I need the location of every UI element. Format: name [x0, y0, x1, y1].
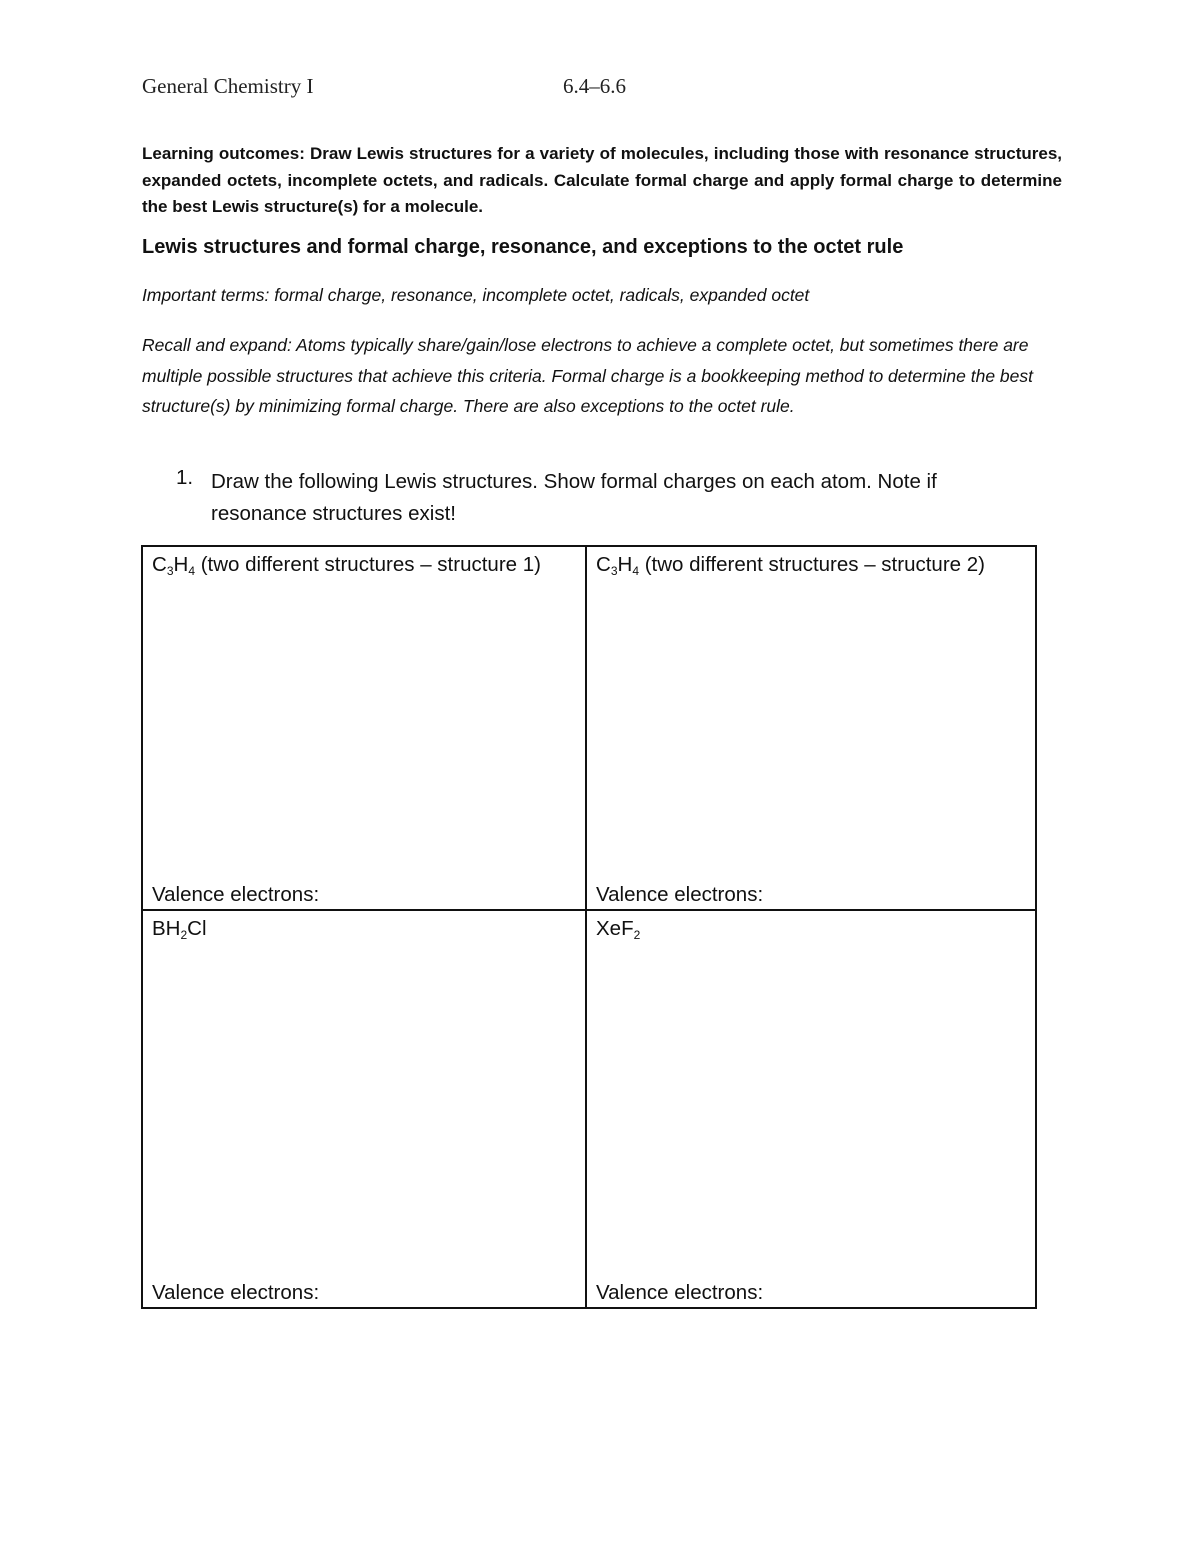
valence-electrons-label: Valence electrons: [596, 1281, 764, 1304]
formula-part: C [152, 553, 167, 576]
cell-note: (two different structures – structure 1) [195, 553, 541, 576]
valence-electrons-label: Valence electrons: [152, 1281, 320, 1304]
formula-part: C [596, 553, 611, 576]
important-terms: Important terms: formal charge, resonance, incomplete octet, radicals, expanded octet [142, 285, 810, 305]
formula-part: BH [152, 917, 181, 940]
section-title: Lewis structures and formal charge, resonance, and exceptions to the octet rule [142, 236, 904, 258]
valence-electrons-label: Valence electrons: [152, 883, 320, 906]
recall-and-expand: Recall and expand: Atoms typically share/gain/lose electrons to achieve a complete octet, but sometimes there are multiple possible structures that achieve this criteria. Formal charge is a bookkeeping method to determine the best structure(s) by minimizing formal charge. There are also exceptions to the octet rule. [142, 335, 1034, 416]
lewis-structure-table [141, 545, 1037, 1309]
formula-subscript: 4 [188, 564, 195, 578]
formula-subscript: 3 [610, 564, 618, 578]
formula-subscript: 4 [632, 564, 639, 578]
answer-cell-xef2[interactable] [587, 911, 1035, 1307]
formula-part: H [173, 553, 189, 576]
cell-label [152, 553, 541, 577]
answer-cell-c3h4-structure-2[interactable] [587, 547, 1035, 911]
question-number: 1. [176, 466, 194, 489]
course-title: General Chemistry I [142, 74, 314, 98]
section-range: 6.4–6.6 [563, 74, 626, 98]
formula-part: XeF [596, 917, 634, 940]
formula-subscript: 3 [166, 564, 174, 578]
formula-subscript: 2 [633, 928, 641, 942]
answer-cell-c3h4-structure-1[interactable] [143, 547, 587, 911]
question-text: Draw the following Lewis structures. Show formal charges on each atom. Note if resonance structures exist! [211, 470, 937, 525]
cell-label [152, 917, 207, 941]
cell-label [596, 553, 985, 577]
formula-subscript: 2 [180, 928, 188, 942]
valence-electrons-label: Valence electrons: [596, 883, 764, 906]
cell-label [596, 917, 640, 941]
formula-part: Cl [187, 917, 207, 940]
answer-cell-bh2cl[interactable] [143, 911, 587, 1307]
learning-outcomes: Learning outcomes: Draw Lewis structures for a variety of molecules, including those with resonance structures, expanded octets, incomplete octets, and radicals. Calculate formal charge and apply formal charge to determine the best Lewis structure(s) for a molecule. [142, 144, 1062, 216]
cell-note: (two different structures – structure 2) [639, 553, 985, 576]
formula-part: H [617, 553, 633, 576]
